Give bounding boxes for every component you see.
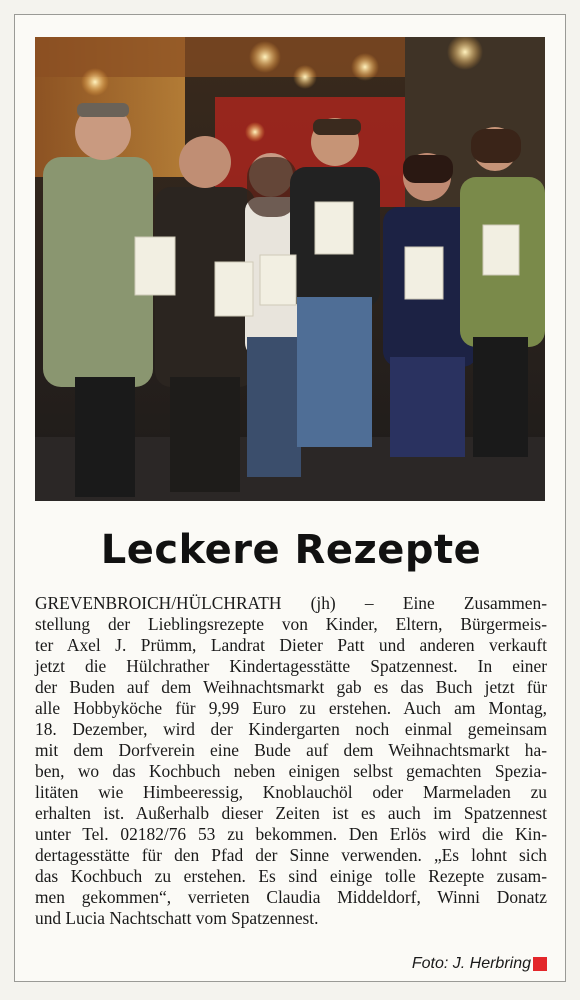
article-line: unter Tel. 02182/76 53 zu bekommen. Den Erlös wird die Kin- bbox=[35, 824, 547, 844]
article-line: der Buden auf dem Weihnachtsmarkt gab es das Buch jetzt für bbox=[35, 677, 547, 697]
article-line: GREVENBROICH/HÜLCHRATH (jh) – Eine Zusammen- bbox=[35, 593, 547, 613]
photo-credit-text: Foto: J. Herbring bbox=[411, 955, 531, 972]
article-line: 18. Dezember, wird der Kindergarten noch einmal gemeinsam bbox=[35, 719, 547, 739]
article-line: litäten wie Himbeeressig, Knoblauchöl oder Marmeladen zu bbox=[35, 782, 547, 802]
end-mark-square-icon bbox=[533, 957, 547, 971]
article-line: ter Axel J. Prümm, Landrat Dieter Patt und anderen verkauft bbox=[35, 635, 547, 655]
photo-illustration bbox=[35, 37, 545, 501]
article-line: erhalten ist. Außerhalb dieser Zeiten ist es auch im Spatzennest bbox=[35, 803, 547, 823]
article-line: mit dem Dorfverein eine Bude auf dem Weihnachtsmarkt ha- bbox=[35, 740, 547, 760]
article-line: dertagesstätte für den Pfad der Sinne verwenden. „Es lohnt sich bbox=[35, 845, 547, 865]
article-line: das Kochbuch zu erstehen. Es sind einige tolle Rezepte zusam- bbox=[35, 866, 547, 886]
headline: Leckere Rezepte bbox=[100, 527, 482, 573]
article-line: alle Hobbyköche für 9,99 Euro zu erstehen. Auch am Montag, bbox=[35, 698, 547, 718]
article-line: jetzt die Hülchrather Kindertagesstätte Spatzennest. In einer bbox=[35, 656, 547, 676]
article-body bbox=[35, 593, 547, 929]
article-line: stellung der Lieblingsrezepte von Kinder, Eltern, Bürgermeis- bbox=[35, 614, 547, 634]
photo-credit bbox=[412, 955, 547, 973]
article-line: und Lucia Nachtschatt vom Spatzennest. bbox=[35, 908, 319, 928]
article-line: ben, wo das Kochbuch neben einigen selbst gemachten Spezia- bbox=[35, 761, 547, 781]
newspaper-clipping bbox=[14, 14, 566, 982]
photo-group-with-cookbooks bbox=[35, 37, 545, 501]
article-line: men gekommen“, verrieten Claudia Middeldorf, Winni Donatz bbox=[35, 887, 547, 907]
